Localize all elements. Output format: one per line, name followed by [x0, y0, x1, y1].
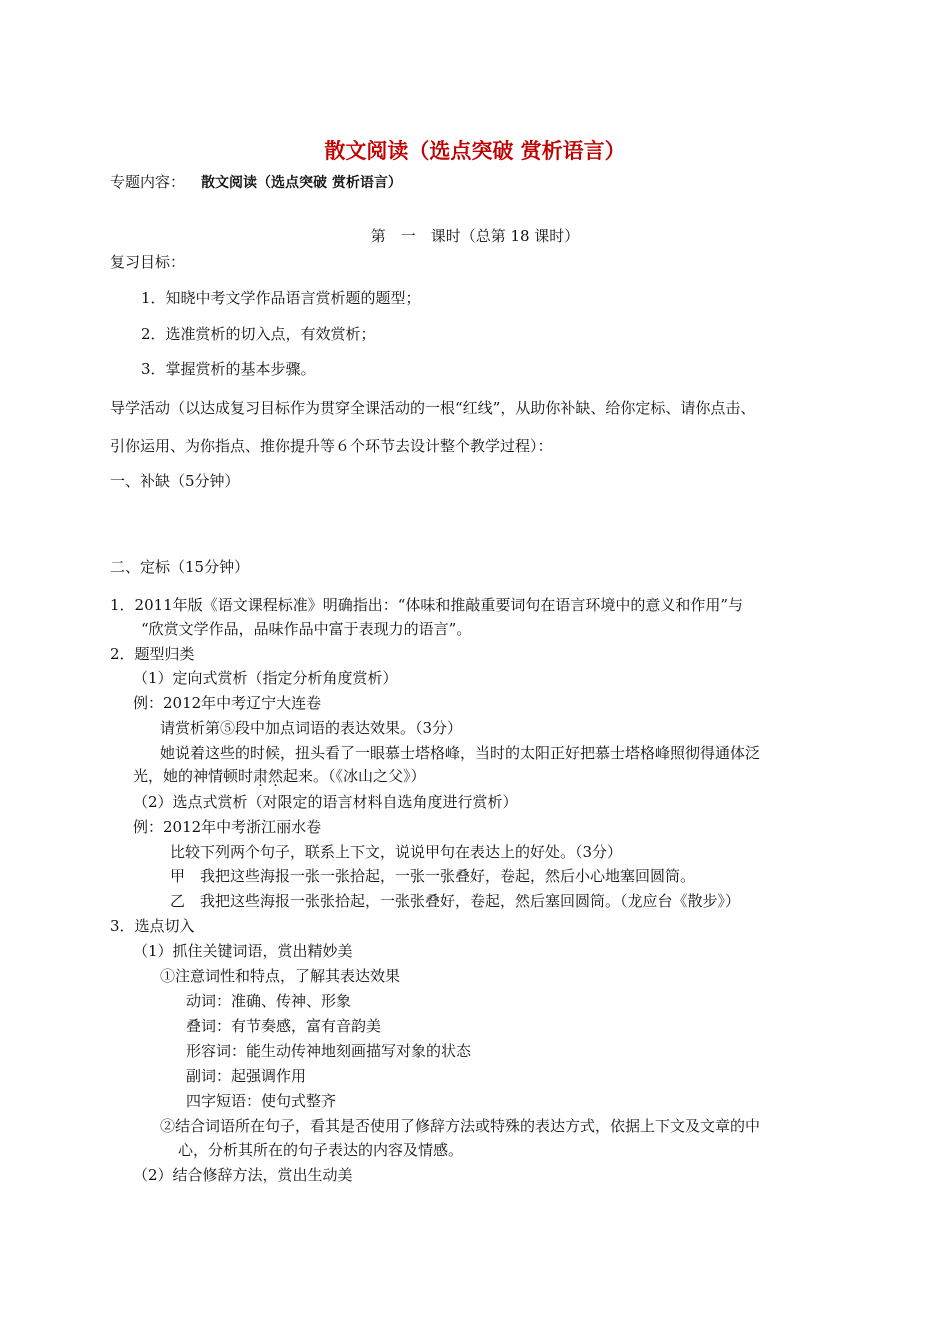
body-line: 请赏析第⑤段中加点词语的表达效果。（3分） [160, 719, 463, 737]
body-line: 甲 我把这些海报一张一张拾起，一张一张叠好，卷起，然后小心地塞回圆筒。 [170, 867, 696, 885]
body-line [133, 766, 426, 786]
body-text: 光，她的神情顿时 [133, 767, 254, 785]
body-line: 心，分析其所在的句子表达的内容及情感。 [178, 1141, 464, 1159]
review-item-1: 1．知晓中考文学作品语言赏析题的题型； [141, 289, 421, 307]
body-line: 2．题型归类 [110, 645, 195, 663]
emphasis-word: 肃 [253, 767, 269, 785]
body-line: 比较下列两个句子，联系上下文，说说甲句在表达上的好处。（3分） [170, 843, 623, 861]
body-line: （2）结合修辞方法，赏出生动美 [133, 1166, 353, 1184]
emphasis-word: 然 [268, 767, 284, 785]
body-line: 乙 我把这些海报一张张拾起，一张张叠好，卷起，然后塞回圆筒。（龙应台《散步》） [170, 892, 741, 910]
body-line: （1）定向式赏析（指定分析角度赏析） [133, 669, 398, 687]
body-line: 动词：准确、传神、形象 [186, 992, 352, 1010]
body-line: 例：2012年中考辽宁大连卷 [133, 694, 322, 712]
review-label: 复习目标： [110, 253, 186, 271]
lesson-line: 第 一 课时（总第 18 课时） [370, 227, 580, 245]
body-line: 1．2011年版《语文课程标准》明确指出：“体味和推敲重要词句在语言环境中的意义和作用”与 [110, 596, 744, 614]
body-line: 副词：起强调作用 [186, 1067, 307, 1085]
body-line: 3．选点切入 [110, 917, 195, 935]
guide-line-2: 引你运用、为你指点、推你提升等６个环节去设计整个教学过程）： [110, 437, 553, 455]
body-line: （1）抓住关键词语，赏出精妙美 [133, 942, 353, 960]
body-line: 叠词：有节奏感，富有音韵美 [186, 1017, 382, 1035]
section-heading-1: 一、补缺（5分钟） [110, 472, 240, 490]
review-item-3: 3．掌握赏析的基本步骤。 [141, 360, 316, 378]
guide-line-1: 导学活动（以达成复习目标作为贯穿全课活动的一根“红线”，从助你补缺、给你定标、请你点击、 [110, 399, 756, 417]
body-line: ②结合词语所在句子，看其是否使用了修辞方法或特殊的表达方式，依据上下文及文章的中 [160, 1117, 761, 1135]
body-line: 形容词：能生动传神地刻画描写对象的状态 [186, 1042, 472, 1060]
review-item-2: 2．选准赏析的切入点，有效赏析； [141, 325, 376, 343]
topic-line [110, 172, 402, 193]
body-line: 例：2012年中考浙江丽水卷 [133, 818, 322, 836]
topic-label: 专题内容： [110, 173, 186, 191]
topic-value: 散文阅读（选点突破 赏析语言） [201, 175, 402, 191]
body-line: 四字短语：使句式整齐 [186, 1092, 337, 1110]
body-line: ①注意词性和特点，了解其表达效果 [160, 967, 401, 985]
body-line: 她说着这些的时候，扭头看了一眼慕士塔格峰，当时的太阳正好把慕士塔格峰照彻得通体泛 [160, 744, 761, 762]
body-text: 起来。（《冰山之父》） [283, 767, 426, 785]
section-heading-2: 二、定标（15分钟） [110, 558, 250, 576]
page-title: 散文阅读（选点突破 赏析语言） [324, 139, 626, 163]
body-line: “欣赏文学作品，品味作品中富于表现力的语言”。 [141, 620, 472, 638]
body-line: （2）选点式赏析（对限定的语言材料自选角度进行赏析） [133, 793, 518, 811]
